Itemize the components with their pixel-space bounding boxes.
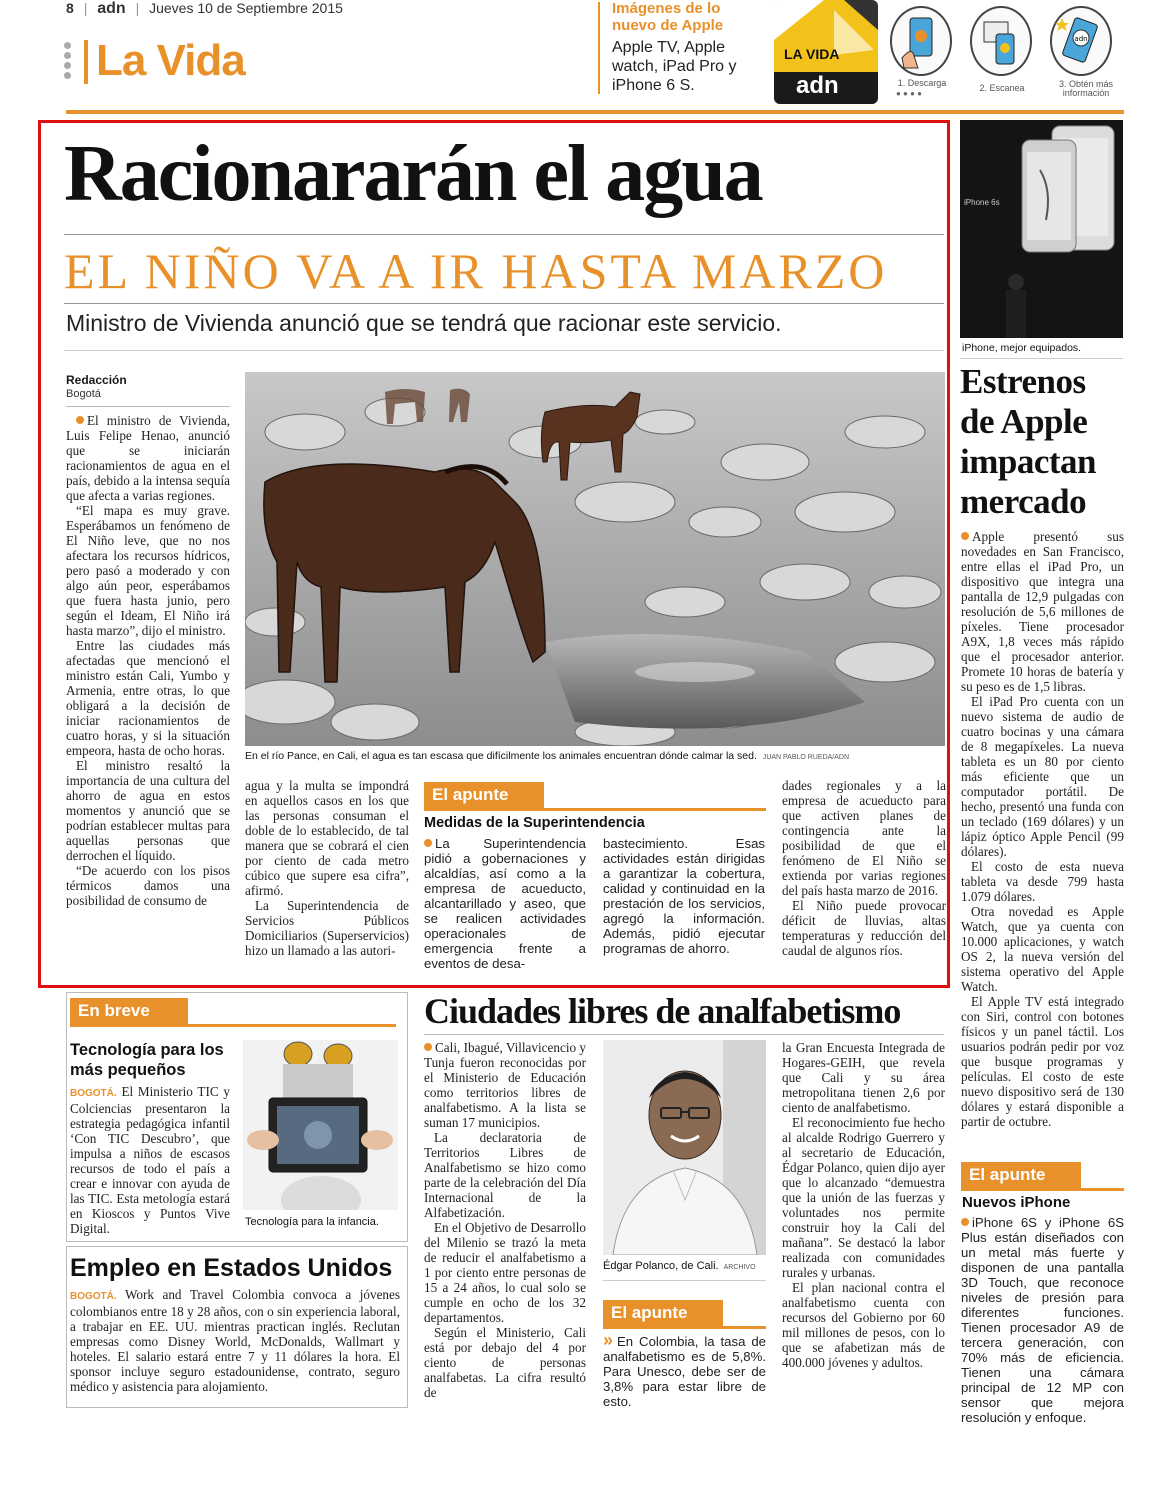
breve-story2-title: Empleo en Estados Unidos	[70, 1254, 393, 1282]
byline: Redacción	[66, 373, 127, 387]
photo-credit: JUAN PABLO RUEDA/ADN	[762, 754, 850, 761]
main-apunte-tag: El apunte	[424, 782, 544, 808]
portrait-illustration	[603, 1040, 766, 1255]
literacy-para-2: La declaratoria de Territorios Libres de Analfabetismo se hizo como parte de la celebración del Día Internacional de la Alfabetización.	[424, 1130, 586, 1220]
iphone-event-illustration	[960, 120, 1123, 338]
main-col3-para-2: El Niño puede provocar déficit de lluvias, altas temperaturas y reducción del caudal de algunos ríos.	[782, 898, 946, 958]
bullet-icon	[961, 532, 969, 540]
step-label-3: 3. Obtén más información	[1058, 79, 1114, 98]
section-title: La Vida	[96, 36, 245, 85]
kicker-rule	[64, 303, 944, 304]
main-para-5: “De acuerdo con los pisos térmicos damos una posibilidad de consumo de	[66, 863, 230, 908]
breve-story1-title: Tecnología para los más pequeños	[70, 1041, 224, 1079]
page-number: 8	[66, 0, 74, 16]
breve-story1-text: BOGOTÁ. El Ministerio TIC y Colciencias presentaron la estrategia pedagógica infantil ‘Con TIC Descubro’, que impulsa a niños de escasos recursos de todo el país a crear e innovar con ayuda de las TIC. Esta metología estará en Kioscos y Puntos Vive Digital.	[70, 1084, 230, 1236]
literacy-col3	[782, 1040, 945, 1370]
literacy-para-4: Según el Ministerio, Cali está por debajo del 4 por ciento de personas analfabetas. La cifra resultó de	[424, 1325, 586, 1400]
apple-para-1: Apple presentó sus novedades en San Francisco, entre ellas el iPad Pro, un dispositivo que integra una pantalla de 12,9 pulgadas con resolución de 5,6 millones de píxeles. Tiene procesador A9X, 1,8 veces más rápido que el procesador anterior. Promete 10 horas de batería y su peso es de 1,5 libras.	[961, 529, 1124, 694]
main-para-3: Entre las ciudades más afectadas que mencionó el ministro están Cali, Yumbo y Armenia, entre otras, lo que obligará a la decisión de iniciar racionamientos de cuatro horas, y si la situación empeora, hasta de ocho horas.	[66, 638, 230, 758]
bullet-icon	[424, 1043, 432, 1051]
svg-text:adn: adn	[1074, 35, 1088, 43]
literacy-headline: Ciudades libres de analfabetismo	[424, 991, 901, 1031]
badge-bottom-text: adn	[796, 72, 839, 99]
main-col2-para-2: La Superintendencia de Servicios Públicos Domiciliarios (Superservicios) hizo un llamado a las autori-	[245, 898, 409, 958]
literacy-col3-para-3: El plan nacional contra el analfabetismo cuenta con recursos del Gobierno por 60 mil millones de pesos, con lo que se afabetizan más de 400.000 jóvenes y adultos.	[782, 1280, 945, 1370]
promo-rule	[598, 2, 600, 94]
deck-rule	[64, 350, 944, 351]
breve-story2-place: BOGOTÁ.	[70, 1291, 117, 1302]
promo-text: Apple TV, Apple watch, iPad Pro y iPhone 6 S.	[612, 39, 737, 94]
literacy-apunte-text: » En Colombia, la tasa de analfabetismo es de 5,8%. Para Unesco, debe ser de 3,8% para estar libre de esto.	[603, 1330, 766, 1409]
main-col3	[782, 778, 946, 958]
horses-river-illustration	[245, 372, 945, 746]
apple-apunte-tag: El apunte	[961, 1162, 1081, 1188]
main-para-4: El ministro resaltó la importancia de una cultura del ahorro de agua en estos momentos y anunció que se podrían establecer multas para aquellas personas que derrochen el líquido.	[66, 758, 230, 863]
main-col1	[66, 413, 230, 908]
apple-headline: Estrenos de Apple impactan mercado	[960, 362, 1096, 521]
main-apunte-rule	[424, 808, 766, 811]
apple-para-2: El iPad Pro cuenta con un nuevo sistema de audio de cuatro bocinas y una cámara de 8 megapíxeles. La nueva tableta es un 80 por ciento más eficiente que un computador portátil. De hecho, presentó una funda con un teclado (169 dólares) y un lápiz óptico Apple Pencil (99 dólares).	[961, 694, 1124, 859]
literacy-apunte-rule	[603, 1326, 766, 1329]
literacy-photo-caption: Édgar Polanco, de Cali. ARCHIVO	[603, 1260, 756, 1272]
main-apunte-title: Medidas de la Superintendencia	[424, 815, 645, 831]
promo-title: Imágenes de lo nuevo de Apple	[612, 0, 724, 34]
literacy-photo	[603, 1040, 766, 1255]
step-label-2: 2. Escanea	[979, 83, 1025, 93]
apple-apunte-rule	[961, 1188, 1124, 1191]
download-step-icon[interactable]	[890, 6, 952, 76]
section-dots	[64, 42, 74, 82]
breve-story1-photo	[243, 1040, 398, 1210]
main-deck: Ministro de Vivienda anunció que se tendrá que racionar este servicio.	[66, 310, 782, 336]
headline-rule	[64, 234, 944, 235]
main-col3-para-1: dades regionales y a la empresa de acueducto para que activen planes de contingencia ante la posibilidad de que el fenómeno de El Niño se extienda por varias regiones del país hasta marzo de 2016.	[782, 778, 946, 898]
apple-photo-caption: iPhone, mejor equipados.	[962, 342, 1082, 354]
apple-photo	[960, 120, 1123, 338]
apple-para-4: Otra novedad es Apple Watch, que ya cuenta con 10.000 aplicaciones, y watch OS 2, la nueva versión del sistema operativo del Apple Watch.	[961, 904, 1124, 994]
step-label-1: 1. Descarga	[897, 78, 947, 88]
apple-apunte-title: Nuevos iPhone	[962, 1194, 1071, 1211]
literacy-col3-para-1: la Gran Encuesta Integrada de Hogares-GEIH, que revela que Cali y su área metropolitana tienen 2,6 por ciento de analfabetismo.	[782, 1040, 945, 1115]
literacy-rule	[424, 1034, 944, 1035]
main-apunte-col1: La Superintendencia pidió a gobernaciones y alcaldías, así como a la empresa de acueducto, alcantarillado y aseo, que se realicen actividades operacionales de emergencia frente a eventos de desa-	[424, 836, 586, 971]
apple-photo-label: iPhone 6s	[964, 198, 1000, 207]
main-kicker: EL NIÑO VA A IR HASTA MARZO	[64, 243, 888, 299]
breve-story2-text: BOGOTÁ. Work and Travel Colombia convoca a jóvenes colombianos entre 18 y 28 años, con o sin experiencia laboral, a trabajar en EE. UU. mientras practican inglés. Reclutan empresas como Disney World, McDonalds, Wallmart y hoteles. El salario estará entre 7 y 11 dólares la hora. El sponsor incluye seguro estadounidense, contrato, seguro médico y asistencia para alojamiento.	[70, 1287, 401, 1394]
main-photo-caption: En el río Pance, en Cali, el agua es tan escasa que difícilmente los animales encuentran dónde calmar la sed. JUAN PABLO RUEDA/ADN	[245, 750, 850, 762]
page-header: 8 | adn | Jueves 10 de Septiembre 2015	[66, 0, 343, 17]
apple-apunte-text: iPhone 6S y iPhone 6S Plus están diseñados con un metal más fuerte y disponen de una pantalla 3D Touch, que reconoce niveles de presión para diferentes funciones. Tienen procesador A9 de tercera generación, con 70% más de eficiencia. Tienen una cámara principal de 12 MP con sensor que mejora resolución y enfoque.	[961, 1215, 1124, 1425]
header-rule	[66, 110, 1124, 114]
badge-top-text: LA VIDA	[784, 46, 840, 62]
main-para-2: “El mapa es muy grave. Esperábamos un fenómeno de El Niño leve, que no nos afectara los recursos hídricos, pero pasó a moderado y con algo aún peor, esperábamos que fuera hasta junio, pero según el Ideam, El Niño irá hasta marzo”, dijo el ministro.	[66, 503, 230, 638]
step-dots: ● ● ● ●	[896, 89, 922, 98]
byline-rule	[66, 406, 230, 407]
main-col2	[245, 778, 409, 958]
apple-para-3: El costo de esta nueva tableta va desde 799 hasta 1.079 dólares.	[961, 859, 1124, 904]
double-chevron-icon: »	[603, 1330, 614, 1350]
apple-para-5: El Apple TV está integrado con Siri, control con botones físicos y un panel táctil. Los usuarios podrán pedir por voz que busque programas y películas. El costo de este nuevo dispositivo será de 130 dólares y estará disponible a partir de octubre.	[961, 994, 1124, 1129]
main-photo	[245, 372, 945, 746]
main-apunte-col2: bastecimiento. Esas actividades están dirigidas a garantizar la cobertura, calidad y continuidad en la prestación de los servicios, agregó la información. Además, pidió ejecutar programas de ahorro.	[603, 836, 765, 956]
en-breve-rule	[70, 1024, 396, 1027]
brand-logo: adn	[97, 0, 126, 17]
breve-story1-caption: Tecnología para la infancia.	[245, 1216, 379, 1228]
literacy-caption-rule	[603, 1280, 766, 1281]
bullet-icon	[424, 839, 432, 847]
main-para-1: El ministro de Vivienda, Luis Felipe Henao, anunció que se iniciarán racionamientos de agua en el país, debido a la intensa sequía que afecta a varias regiones.	[66, 413, 230, 503]
info-step-icon[interactable]	[1050, 6, 1112, 76]
apple-caption-rule	[960, 358, 1123, 359]
main-headline: Racionararán el agua	[64, 130, 762, 218]
scan-step-icon[interactable]	[970, 6, 1032, 76]
bullet-icon	[961, 1218, 969, 1226]
child-tablet-illustration	[243, 1040, 398, 1210]
apple-body	[961, 529, 1124, 1129]
literacy-col1	[424, 1040, 586, 1400]
main-col2-para-1: agua y la multa se impondrá en aquellos casos en los que las personas consuman el doble de lo establecido, de tal manera que se cobrará el cien por ciento de cada metro cúbico que supere esa cifra”, afirmó.	[245, 778, 409, 898]
literacy-photo-credit: ARCHIVO	[723, 1264, 756, 1271]
literacy-para-3: En el Objetivo de Desarrollo del Milenio se trazó la meta de reducir el analfabetismo a 1 por ciento entre personas de 15 a 24 años, lo cual solo se cumple en ocho de los 32 departamentos.	[424, 1220, 586, 1325]
literacy-para-1: Cali, Ibagué, Villavicencio y Tunja fueron reconocidas por el Ministerio de Educación como territorios libres de analfabetismo. A la lista se suman 17 municipios.	[424, 1040, 586, 1130]
byline-location: Bogotá	[66, 388, 101, 400]
breve-story1-place: BOGOTÁ.	[70, 1088, 117, 1099]
issue-date: Jueves 10 de Septiembre 2015	[149, 0, 343, 16]
literacy-apunte-tag: El apunte	[603, 1300, 723, 1326]
la-vida-badge	[774, 0, 878, 104]
bullet-icon	[76, 416, 84, 424]
literacy-col3-para-2: El reconocimiento fue hecho al alcalde Rodrigo Guerrero y al secretario de Educación, Édgar Polanco, quien dijo ayer que lo alcanzado “demuestra que la unión de las fuerzas y voluntades nos permite construir hoy la Cali del mañana”. Se destacó la labor realizada con comunidades rurales y urbanas.	[782, 1115, 945, 1280]
en-breve-tag: En breve	[70, 998, 188, 1024]
section-rule	[84, 40, 88, 84]
